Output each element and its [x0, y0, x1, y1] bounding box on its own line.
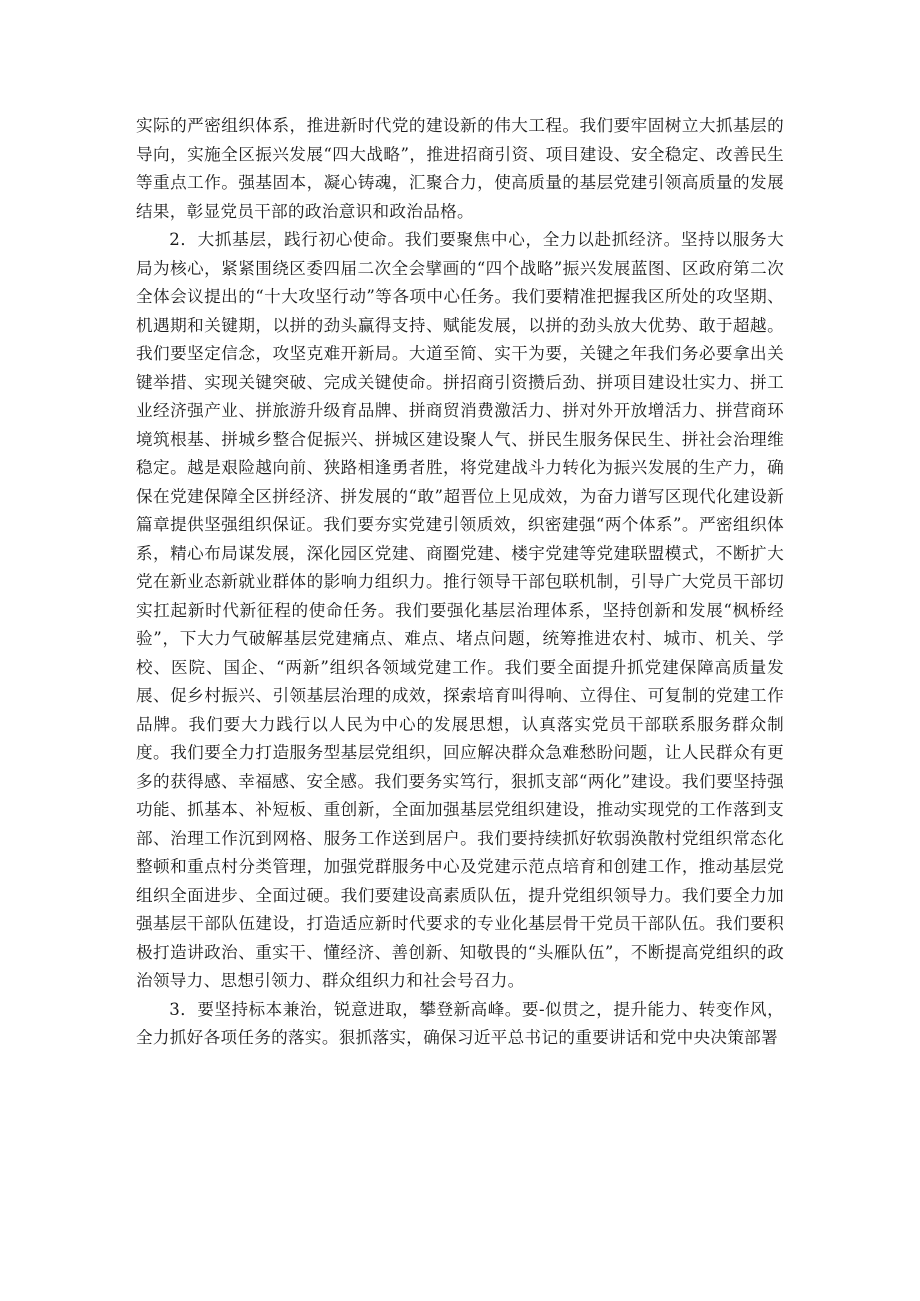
document-body [136, 112, 784, 1053]
paragraph-continuation: 实际的严密组织体系，推进新时代党的建设新的伟大工程。我们要牢固树立大抓基层的导向，实施全区振兴发展“四大战略”，推进招商引资、项目建设、安全稳定、改善民生等重点工作。强基固本，凝心铸魂，汇聚合力，使高质量的基层党建引领高质量的发展结果，彰显党员干部的政治意识和政治品格。 [136, 116, 784, 221]
paragraph-section-3: 3．要坚持标本兼治，锐意进取，攀登新高峰。要-似贯之，提升能力、转变作风，全力抓好各项任务的落实。狠抓落实，确保习近平总书记的重要讲话和党中央决策部署 [136, 999, 784, 1047]
paragraph-section-2: 2．大抓基层，践行初心使命。我们要聚焦中心，全力以赴抓经济。坚持以服务大局为核心，紧紧围绕区委四届二次全会擘画的“四个战略”振兴发展蓝图、区政府第二次全体会议提出的“十大攻坚行动”等各项中心任务。我们要精准把握我区所处的攻坚期、机遇期和关键期，以拼的劲头赢得支持、赋能发展，以拼的劲头放大优势、敢于超越。我们要坚定信念，攻坚克难开新局。大道至简、实干为要，关键之年我们务必要拿出关键举措、实现关键突破、完成关键使命。拼招商引资攒后劲、拼项目建设壮实力、拼工业经济强产业、拼旅游升级育品牌、拼商贸消费激活力、拼对外开放增活力、拼营商环境筑根基、拼城乡整合促振兴、拼城区建设聚人气、拼民生服务保民生、拼社会治理维稳定。越是艰险越向前、狭路相逢勇者胜，将党建战斗力转化为振兴发展的生产力，确保在党建保障全区拼经济、拼发展的“敢”超晋位上见成效，为奋力谱写区现代化建设新篇章提供坚强组织保证。我们要夯实党建引领质效，织密建强“两个体系”。严密组织体系，精心布局谋发展，深化园区党建、商圈党建、楼宇党建等党建联盟模式，不断扩大党在新业态新就业群体的影响力组织力。推行领导干部包联机制，引导广大党员干部切实扛起新时代新征程的使命任务。我们要强化基层治理体系，坚持创新和发展“枫桥经验”，下大力气破解基层党建痛点、难点、堵点问题，统筹推进农村、城市、机关、学校、医院、国企、“两新”组织各领域党建工作。我们要全面提升抓党建保障高质量发展、促乡村振兴、引领基层治理的成效，探索培育叫得响、立得住、可复制的党建工作品牌。我们要大力践行以人民为中心的发展思想，认真落实党员干部联系服务群众制度。我们要全力打造服务型基层党组织，回应解决群众急难愁盼问题，让人民群众有更多的获得感、幸福感、安全感。我们要务实笃行，狠抓支部“两化”建设。我们要坚持强功能、抓基本、补短板、重创新，全面加强基层党组织建设，推动实现党的工作落到支部、治理工作沉到网格、服务工作送到居户。我们要持续抓好软弱涣散村党组织常态化整顿和重点村分类管理，加强党群服务中心及党建示范点培育和创建工作，推动基层党组织全面进步、全面过硬。我们要建设高素质队伍，提升党组织领导力。我们要全力加强基层干部队伍建设，打造适应新时代要求的专业化基层骨干党员干部队伍。我们要积极打造讲政治、重实干、懂经济、善创新、知敬畏的“头雁队伍”，不断提高党组织的政治领导力、思想引领力、群众组织力和社会号召力。 [136, 230, 784, 990]
